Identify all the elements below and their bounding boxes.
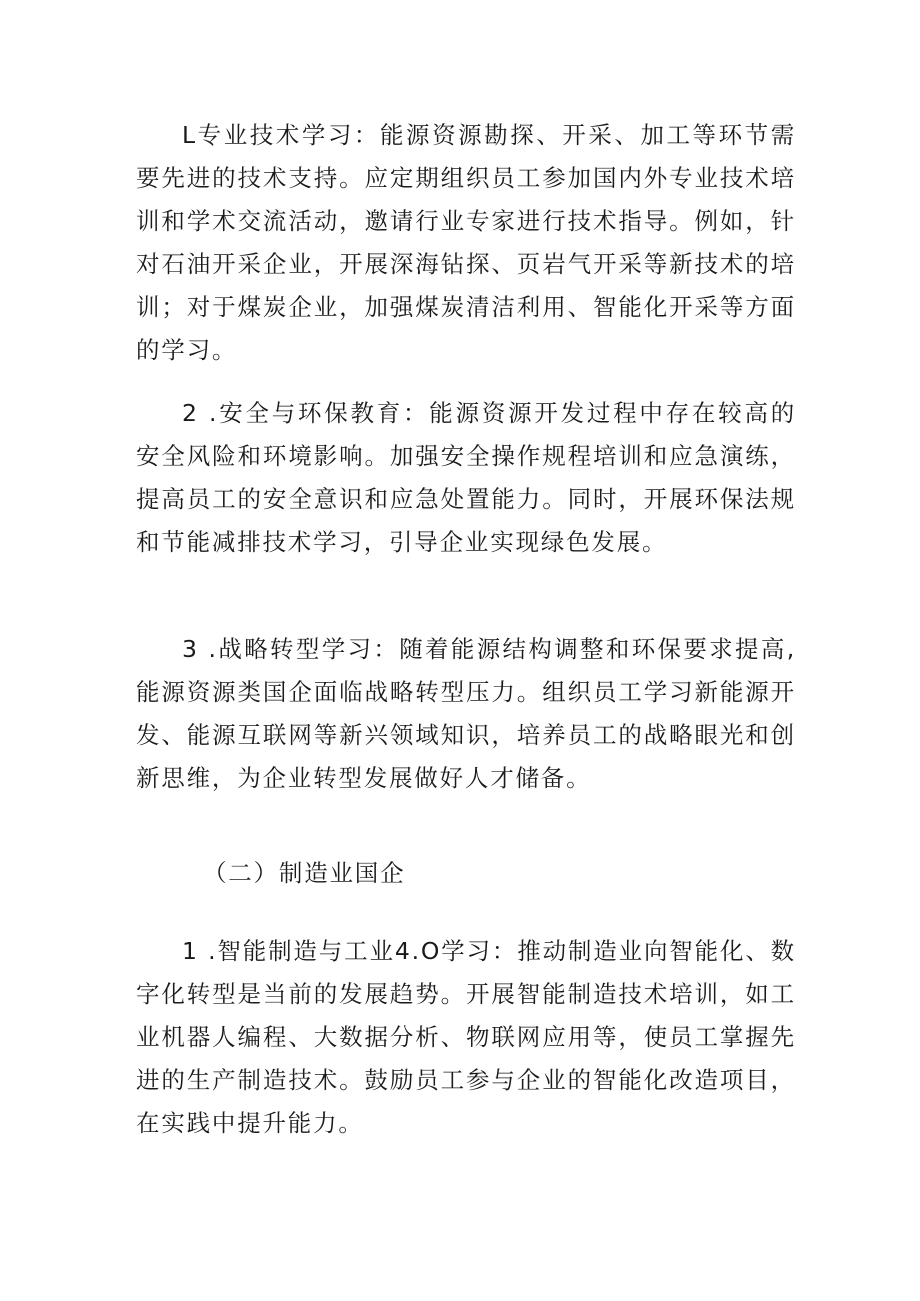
paragraph-professional-tech-learning: L专业技术学习：能源资源勘探、开采、加工等环节需要先进的技术支持。应定期组织员工参加国内外专业技术培训和学术交流活动，邀请行业专家进行技术指导。例如，针对石油开采企业，开展深海钻探、页岩气开采等新技术的培训；对于煤炭企业，加强煤炭清洁利用、智能化开采等方面的学习。 [136,121,796,364]
paragraph-strategic-transformation: 3 .战略转型学习：随着能源结构调整和环保要求提高,能源资源类国企面临战略转型压力。组织员工学习新能源开发、能源互联网等新兴领域知识，培养员工的战略眼光和创新思维，为企业转型发展做好人才储备。 [136,635,796,792]
paragraph-smart-manufacturing: 1 .智能制造与工业4.O学习：推动制造业向智能化、数字化转型是当前的发展趋势。开展智能制造技术培训，如工业机器人编程、大数据分析、物联网应用等，使员工掌握先进的生产制造技术。鼓励员工参与企业的智能化改造项目，在实践中提升能力。 [136,937,796,1137]
paragraph-safety-environment-education: 2 .安全与环保教育：能源资源开发过程中存在较高的安全风险和环境影响。加强安全操作规程培训和应急演练，提高员工的安全意识和应急处置能力。同时，开展环保法规和节能减排技术学习，引导企业实现绿色发展。 [136,399,796,556]
section-heading-manufacturing-soe: （二）制造业国企 [203,859,406,887]
